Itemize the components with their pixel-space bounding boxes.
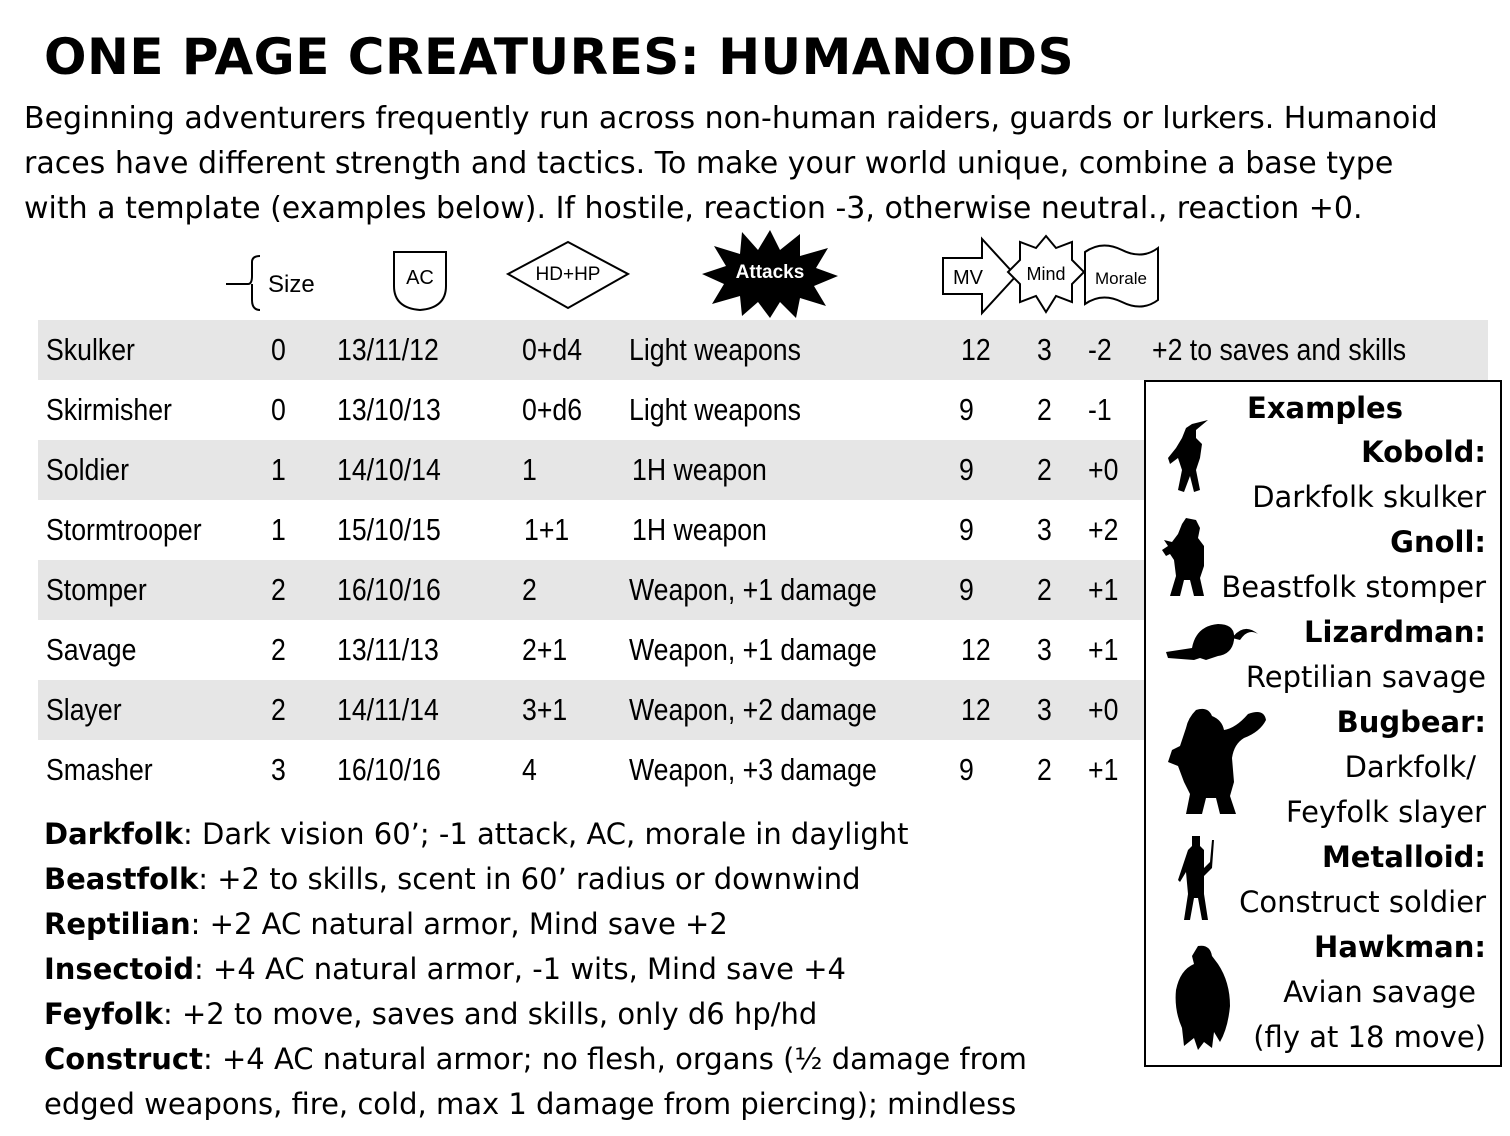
hd-value: 1+1 [524, 512, 570, 547]
size-value: 3 [271, 752, 286, 787]
ac-value: 13/10/13 [337, 392, 441, 427]
creature-name: Stormtrooper [46, 512, 202, 547]
template-text: edged weapons, fire, cold, max 1 damage from piercing); mindless [44, 1087, 1017, 1121]
template-text: : Dark vision 60’; -1 attack, AC, morale in daylight [183, 817, 909, 851]
morale-value: +0 [1088, 452, 1119, 487]
hd-value: 0+d6 [522, 392, 583, 427]
creature-name: Smasher [46, 752, 153, 787]
creature-name: Soldier [46, 452, 129, 487]
creature-name: Stomper [46, 572, 147, 607]
template-feyfolk [44, 992, 1027, 1037]
hd-value: 0+d4 [522, 332, 583, 367]
example-name: Bugbear: [1336, 705, 1486, 739]
attacks-value: 1H weapon [632, 512, 767, 547]
morale-header-icon [1082, 242, 1162, 312]
hd-value: 3+1 [522, 692, 568, 727]
mv-header-label: MV [953, 267, 983, 289]
example-description: Reptilian savage [1245, 660, 1486, 694]
hd-value: 2 [522, 572, 537, 607]
size-value: 0 [271, 332, 286, 367]
size-header-icon [222, 254, 318, 314]
page-title: ONE PAGE CREATURES: HUMANOIDS [44, 28, 1075, 86]
template-construct-continued [44, 1082, 1027, 1127]
mind-value: 3 [1037, 512, 1052, 547]
attacks-value: 1H weapon [632, 452, 767, 487]
mind-value: 3 [1037, 692, 1052, 727]
bugbear-silhouette-icon [1162, 706, 1268, 816]
table-row [38, 560, 1144, 620]
template-construct [44, 1037, 1027, 1082]
table-row [38, 440, 1144, 500]
ac-value: 14/10/14 [337, 452, 441, 487]
size-value: 2 [271, 692, 286, 727]
creature-name: Skirmisher [46, 392, 172, 427]
gnoll-silhouette-icon [1160, 516, 1212, 598]
morale-value: +2 [1088, 512, 1119, 547]
size-value: 2 [271, 572, 286, 607]
example-name: Gnoll: [1390, 525, 1486, 559]
ac-value: 14/11/14 [337, 692, 439, 727]
creature-name: Skulker [46, 332, 135, 367]
hd-value: 2+1 [522, 632, 568, 667]
example-description: Beastfolk stomper [1221, 570, 1486, 604]
mind-value: 2 [1037, 392, 1052, 427]
morale-value: +1 [1088, 572, 1119, 607]
size-value: 1 [271, 512, 286, 547]
templates-list [44, 812, 1027, 1127]
template-text: : +2 AC natural armor, Mind save +2 [190, 907, 728, 941]
row-note: +2 to saves and skills [1152, 332, 1407, 367]
morale-value: +1 [1088, 632, 1119, 667]
template-text: : +4 AC natural armor; no flesh, organs (½ damage from [202, 1042, 1027, 1076]
morale-value: -2 [1088, 332, 1112, 367]
ac-header-label: AC [406, 267, 434, 289]
template-beastfolk [44, 857, 1027, 902]
morale-value: +1 [1088, 752, 1119, 787]
examples-title: Examples [1247, 391, 1403, 425]
template-name: Insectoid [44, 952, 195, 986]
mind-value: 2 [1037, 752, 1052, 787]
hd-value: 4 [522, 752, 537, 787]
attacks-value: Light weapons [629, 332, 801, 367]
size-value: 1 [271, 452, 286, 487]
example-description: Darkfolk/ [1344, 750, 1476, 784]
morale-value: -1 [1088, 392, 1112, 427]
attacks-value: Weapon, +1 damage [629, 632, 877, 667]
template-text: : +2 to move, saves and skills, only d6 hp/hd [162, 997, 818, 1031]
template-text: : +2 to skills, scent in 60’ radius or downwind [198, 862, 861, 896]
mind-value: 2 [1037, 452, 1052, 487]
example-name: Metalloid: [1321, 840, 1486, 874]
mind-header-icon [1006, 232, 1086, 316]
example-name: Kobold: [1361, 435, 1486, 469]
attacks-value: Weapon, +3 damage [629, 752, 877, 787]
creature-name: Slayer [46, 692, 122, 727]
ac-value: 15/10/15 [337, 512, 441, 547]
mind-value: 3 [1037, 632, 1052, 667]
metalloid-silhouette-icon [1170, 832, 1222, 928]
ac-value: 13/11/12 [337, 332, 439, 367]
example-description: Darkfolk skulker [1252, 480, 1486, 514]
template-name: Beastfolk [44, 862, 199, 896]
hdhp-header-icon [506, 240, 630, 310]
attacks-header-icon [700, 228, 840, 320]
mind-value: 3 [1037, 332, 1052, 367]
example-description: Avian savage [1283, 975, 1476, 1009]
attacks-value: Weapon, +2 damage [629, 692, 877, 727]
intro-line: with a template (examples below). If hostile, reaction -3, otherwise neutral., reaction +0. [24, 191, 1363, 226]
morale-header-label: Morale [1095, 269, 1147, 288]
ac-value: 16/10/16 [337, 752, 441, 787]
template-name: Reptilian [44, 907, 191, 941]
table-row [38, 320, 1488, 380]
template-name: Darkfolk [44, 817, 183, 851]
mv-value: 12 [961, 692, 991, 727]
example-name: Hawkman: [1314, 930, 1486, 964]
hd-value: 1 [522, 452, 537, 487]
intro-paragraph [24, 96, 1494, 231]
attacks-header-label: Attacks [735, 262, 805, 283]
template-insectoid [44, 947, 1027, 992]
table-row [38, 680, 1144, 740]
size-header-label: Size [268, 271, 315, 298]
template-reptilian [44, 902, 1027, 947]
example-description: (fly at 18 move) [1253, 1020, 1486, 1054]
template-darkfolk [44, 812, 1027, 857]
example-description: Construct soldier [1239, 885, 1486, 919]
mv-value: 12 [961, 632, 991, 667]
template-name: Feyfolk [44, 997, 163, 1031]
kobold-silhouette-icon [1162, 418, 1214, 496]
hdhp-header-label: HD+HP [535, 264, 601, 285]
example-description: Feyfolk slayer [1286, 795, 1486, 829]
mv-value: 12 [961, 332, 991, 367]
attacks-value: Weapon, +1 damage [629, 572, 877, 607]
creature-name: Savage [46, 632, 137, 667]
mind-header-label: Mind [1026, 264, 1066, 284]
mv-value: 9 [959, 512, 974, 547]
mv-value: 9 [959, 572, 974, 607]
morale-value: +0 [1088, 692, 1119, 727]
example-name: Lizardman: [1304, 615, 1486, 649]
mv-value: 9 [959, 452, 974, 487]
mv-value: 9 [959, 752, 974, 787]
template-name: Construct [44, 1042, 203, 1076]
template-text: : +4 AC natural armor, -1 wits, Mind save +4 [194, 952, 846, 986]
ac-header-icon [390, 248, 450, 314]
ac-value: 13/11/13 [337, 632, 439, 667]
intro-line: Beginning adventurers frequently run across non-human raiders, guards or lurkers. Humanoid [24, 101, 1438, 136]
intro-line: races have different strength and tactics. To make your world unique, combine a base type [24, 146, 1394, 181]
size-value: 0 [271, 392, 286, 427]
attacks-value: Light weapons [629, 392, 801, 427]
size-value: 2 [271, 632, 286, 667]
ac-value: 16/10/16 [337, 572, 441, 607]
hawkman-silhouette-icon [1168, 942, 1236, 1052]
examples-box [1144, 380, 1502, 1067]
mv-value: 9 [959, 392, 974, 427]
mind-value: 2 [1037, 572, 1052, 607]
